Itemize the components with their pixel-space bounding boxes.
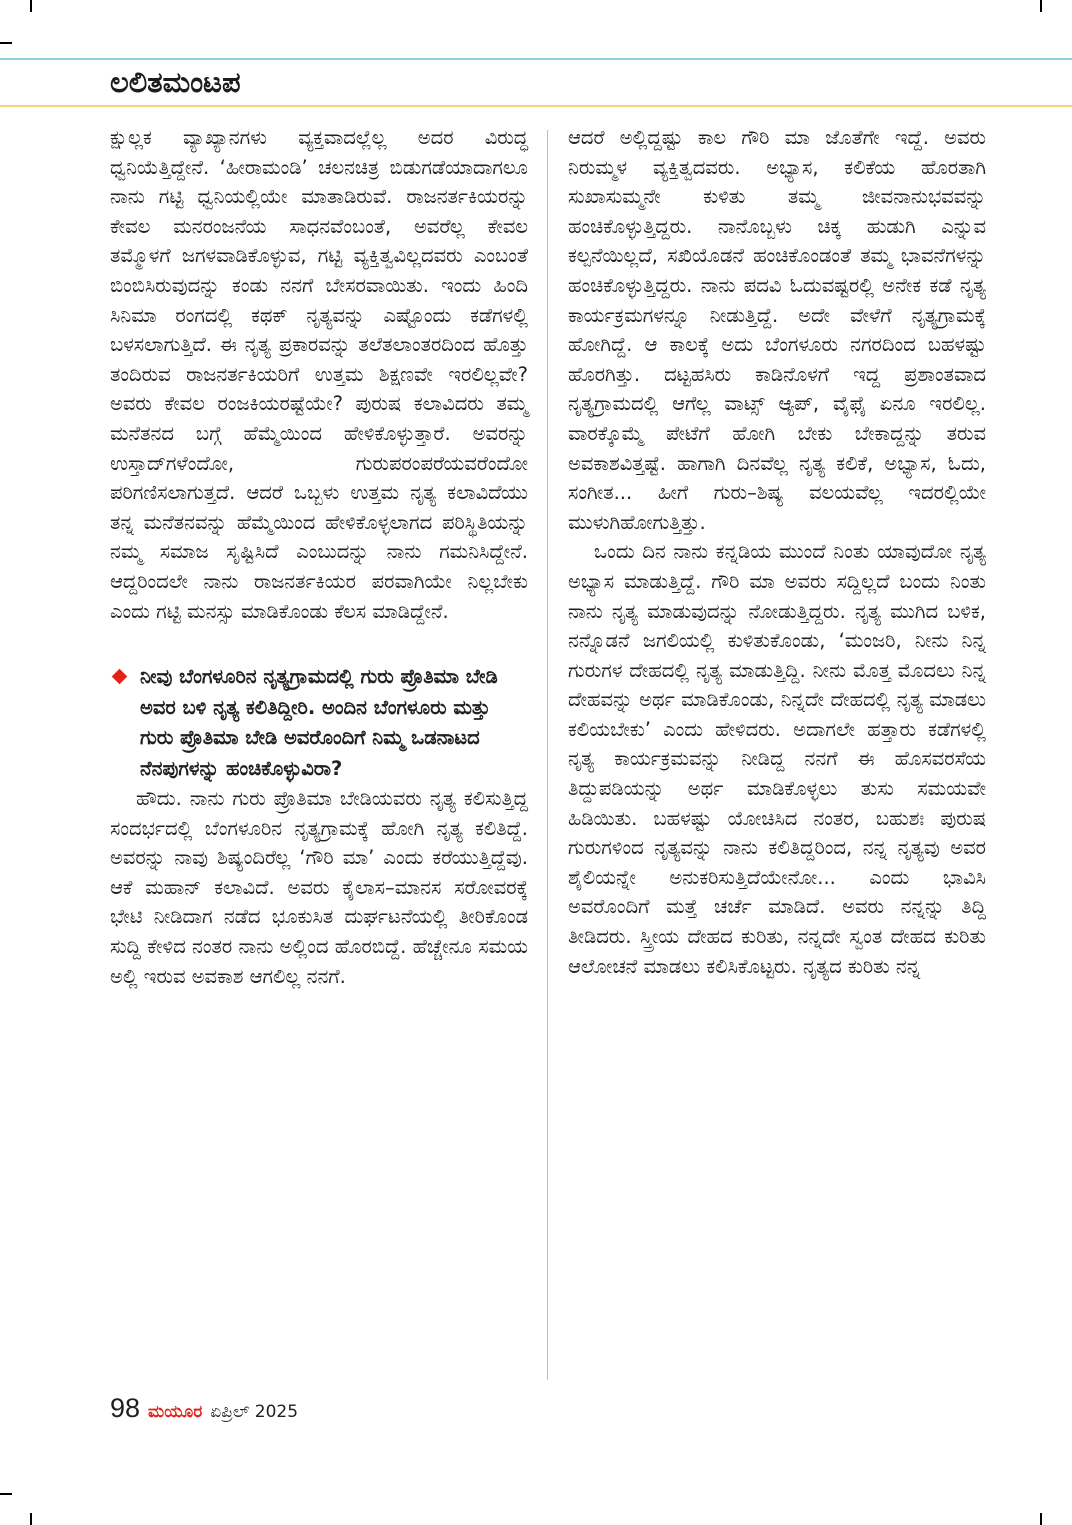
crop-mark <box>1040 0 1042 12</box>
page-footer <box>110 1393 298 1433</box>
page-number: 98 <box>110 1393 141 1423</box>
diamond-bullet-icon <box>112 669 128 685</box>
left-column <box>110 123 528 991</box>
crop-mark <box>1040 1513 1042 1525</box>
crop-mark <box>0 1493 12 1495</box>
right-column <box>568 123 986 981</box>
body-paragraph: ಒಂದು ದಿನ ನಾನು ಕನ್ನಡಿಯ ಮುಂದೆ ನಿಂತು ಯಾವುದೋ ನೃತ್ಯ ಅಭ್ಯಾಸ ಮಾಡುತ್ತಿದ್ದೆ. ಗೌರಿ ಮಾ ಅವರು ಸದ್ದಿಲ್ಲದೆ ಬಂದು ನಿಂತು ನಾನು ನೃತ್ಯ ಮಾಡುವುದನ್ನು ನೋಡುತ್ತಿದ್ದರು. ನೃತ್ಯ ಮುಗಿದ ಬಳಿಕ, ನನ್ನೊಡನೆ ಜಗಲಿಯಲ್ಲಿ ಕುಳಿತುಕೊಂಡು, ‘ಮಂಜರಿ, ನೀನು ನಿನ್ನ ಗುರುಗಳ ದೇಹದಲ್ಲಿ ನೃತ್ಯ ಮಾಡುತ್ತಿದ್ದಿ. ನೀನು ಮೊತ್ತ ಮೊದಲು ನಿನ್ನ ದೇಹವನ್ನು ಅರ್ಥ ಮಾಡಿಕೊಂಡು, ನಿನ್ನದೇ ದೇಹದಲ್ಲಿ ನೃತ್ಯ ಮಾಡಲು ಕಲಿಯಬೇಕು’ ಎಂದು ಹೇಳಿದರು. ಅದಾಗಲೇ ಹತ್ತಾರು ಕಡೆಗಳಲ್ಲಿ ನೃತ್ಯ ಕಾರ್ಯಕ್ರಮವನ್ನು ನೀಡಿದ್ದ ನನಗೆ ಈ ಹೊಸವರಸೆಯ ತಿದ್ದುಪಡಿಯನ್ನು ಅರ್ಥ ಮಾಡಿಕೊಳ್ಳಲು ತುಸು ಸಮಯವೇ ಹಿಡಿಯಿತು. ಬಹಳಷ್ಟು ಯೋಚಿಸಿದ ನಂತರ, ಬಹುಶಃ ಪುರುಷ ಗುರುಗಳಿಂದ ನೃತ್ಯವನ್ನು ನಾನು ಕಲಿತಿದ್ದರಿಂದ, ನನ್ನ ನೃತ್ಯವು ಅವರ ಶೈಲಿಯನ್ನೇ ಅನುಕರಿಸುತ್ತಿದೆಯೇನೋ... ಎಂದು ಭಾವಿಸಿ ಅವರೊಂದಿಗೆ ಮತ್ತೆ ಚರ್ಚೆ ಮಾಡಿದೆ. ಅವರು ನನ್ನನ್ನು ತಿದ್ದಿ ತೀಡಿದರು. ಸ್ತ್ರೀಯ ದೇಹದ ಕುರಿತು, ನನ್ನದೇ ಸ್ವಂತ ದೇಹದ ಕುರಿತು ಆಲೋಚನೆ ಮಾಡಲು ಕಲಿಸಿಕೊಟ್ಟರು. ನೃತ್ಯದ ಕುರಿತು ನನ್ನ <box>568 540 986 978</box>
column-divider <box>547 130 548 1380</box>
issue-date: ಏಪ್ರಿಲ್ 2025 <box>210 1402 299 1422</box>
header-rule-bottom <box>0 105 1072 107</box>
body-paragraph: ಕ್ಷುಲ್ಲಕ ವ್ಯಾಖ್ಯಾನಗಳು ವ್ಯಕ್ತವಾದಲ್ಲೆಲ್ಲ ಅದರ ವಿರುದ್ಧ ಧ್ವನಿಯೆತ್ತಿದ್ದೇನೆ. ‘ಹೀರಾಮಂಡಿ’ ಚಲನಚಿತ್ರ ಬಿಡುಗಡೆಯಾದಾಗಲೂ ನಾನು ಗಟ್ಟಿ ಧ್ವನಿಯಲ್ಲಿಯೇ ಮಾತಾಡಿರುವೆ. ರಾಜನರ್ತಕಿಯರನ್ನು ಕೇವಲ ಮನರಂಜನೆಯ ಸಾಧನವೆಂಬಂತೆ, ಅವರೆಲ್ಲ ಕೇವಲ ತಮ್ಮೊಳಗೆ ಜಗಳವಾಡಿಕೊಳ್ಳುವ, ಗಟ್ಟಿ ವ್ಯಕ್ತಿತ್ವವಿಲ್ಲದವರು ಎಂಬಂತೆ ಬಿಂಬಿಸಿರುವುದನ್ನು ಕಂಡು ನನಗೆ ಬೇಸರವಾಯಿತು. ಇಂದು ಹಿಂದಿ ಸಿನಿಮಾ ರಂಗದಲ್ಲಿ ಕಥಕ್ ನೃತ್ಯವನ್ನು ಎಷ್ಟೊಂದು ಕಡೆಗಳಲ್ಲಿ ಬಳಸಲಾಗುತ್ತಿದೆ. ಈ ನೃತ್ಯ ಪ್ರಕಾರವನ್ನು ತಲೆತಲಾಂತರದಿಂದ ಹೊತ್ತು ತಂದಿರುವ ರಾಜನರ್ತಕಿಯರಿಗೆ ಉತ್ತಮ ಶಿಕ್ಷಣವೇ ಇರಲಿಲ್ಲವೇ? ಅವರು ಕೇವಲ ರಂಜಕಿಯರಷ್ಟೆಯೇ? ಪುರುಷ ಕಲಾವಿದರು ತಮ್ಮ ಮನೆತನದ ಬಗ್ಗೆ ಹೆಮ್ಮೆಯಿಂದ ಹೇಳಿಕೊಳ್ಳುತ್ತಾರೆ. ಅವರನ್ನು ಉಸ್ತಾದ್‌ಗಳೆಂದೋ, ಗುರುಪರಂಪರೆಯವರೆಂದೋ ಪರಿಗಣಿಸಲಾಗುತ್ತದೆ. ಆದರೆ ಒಬ್ಬಳು ಉತ್ತಮ ನೃತ್ಯ ಕಲಾವಿದೆಯು ತನ್ನ ಮನೆತನವನ್ನು ಹೆಮ್ಮೆಯಿಂದ ಹೇಳಿಕೊಳ್ಳಲಾಗದ ಪರಿಸ್ಥಿತಿಯನ್ನು ನಮ್ಮ ಸಮಾಜ ಸೃಷ್ಟಿಸಿದೆ ಎಂಬುದನ್ನು ನಾನು ಗಮನಿಸಿದ್ದೇನೆ. ಆದ್ದರಿಂದಲೇ ನಾನು ರಾಜನರ್ತಕಿಯರ ಪರವಾಗಿಯೇ ನಿಲ್ಲಬೇಕು ಎಂದು ಗಟ್ಟಿ ಮನಸ್ಸು ಮಾಡಿಕೊಂಡು ಕೆಲಸ ಮಾಡಿದ್ದೇನೆ. <box>110 126 528 623</box>
body-paragraph: ಆದರೆ ಅಲ್ಲಿದ್ದಷ್ಟು ಕಾಲ ಗೌರಿ ಮಾ ಜೊತೆಗೇ ಇದ್ದೆ. ಅವರು ನಿರುಮ್ಮಳ ವ್ಯಕ್ತಿತ್ವದವರು. ಅಭ್ಯಾಸ, ಕಲಿಕೆಯ ಹೊರತಾಗಿ ಸುಖಾಸುಮ್ಮನೇ ಕುಳಿತು ತಮ್ಮ ಜೀವನಾನುಭವವನ್ನು ಹಂಚಿಕೊಳ್ಳುತ್ತಿದ್ದರು. ನಾನೊಬ್ಬಳು ಚಿಕ್ಕ ಹುಡುಗಿ ಎನ್ನುವ ಕಲ್ಪನೆಯಿಲ್ಲದೆ, ಸಖಿಯೊಡನೆ ಹಂಚಿಕೊಂಡಂತೆ ತಮ್ಮ ಭಾವನೆಗಳನ್ನು ಹಂಚಿಕೊಳ್ಳುತ್ತಿದ್ದರು. ನಾನು ಪದವಿ ಓದುವಷ್ಟರಲ್ಲಿ ಅನೇಕ ಕಡೆ ನೃತ್ಯ ಕಾರ್ಯಕ್ರಮಗಳನ್ನೂ ನೀಡುತ್ತಿದ್ದೆ. ಅದೇ ವೇಳೆಗೆ ನೃತ್ಯಗ್ರಾಮಕ್ಕೆ ಹೋಗಿದ್ದೆ. ಆ ಕಾಲಕ್ಕೆ ಅದು ಬೆಂಗಳೂರು ನಗರದಿಂದ ಬಹಳಷ್ಟು ಹೊರಗಿತ್ತು. ದಟ್ಟಹಸಿರು ಕಾಡಿನೊಳಗೆ ಇದ್ದ ಪ್ರಶಾಂತವಾದ ನೃತ್ಯಗ್ರಾಮದಲ್ಲಿ ಆಗೆಲ್ಲ ವಾಟ್ಸ್ ಆ್ಯಪ್, ವೈಫೈ ಏನೂ ಇರಲಿಲ್ಲ. ವಾರಕ್ಕೊಮ್ಮೆ ಪೇಟೆಗೆ ಹೋಗಿ ಬೇಕು ಬೇಕಾದ್ದನ್ನು ತರುವ ಅವಕಾಶವಿತ್ತಷ್ಟೆ. ಹಾಗಾಗಿ ದಿನವೆಲ್ಲ ನೃತ್ಯ ಕಲಿಕೆ, ಅಭ್ಯಾಸ, ಓದು, ಸಂಗೀತ... ಹೀಗೆ ಗುರು–ಶಿಷ್ಯ ವಲಯವೆಲ್ಲ ಇದರಲ್ಲಿಯೇ ಮುಳುಗಿಹೋಗುತ್ತಿತ್ತು. <box>568 126 986 534</box>
magazine-logo: ಮಯೂರ <box>148 1402 203 1422</box>
crop-mark <box>0 42 12 44</box>
section-title: ಲಲಿತಮಂಟಪ <box>110 65 241 99</box>
question-text: ನೀವು ಬೆಂಗಳೂರಿನ ನೃತ್ಯಗ್ರಾಮದಲ್ಲಿ ಗುರು ಪ್ರೊತಿಮಾ ಬೇಡಿ ಅವರ ಬಳಿ ನೃತ್ಯ ಕಲಿತಿದ್ದೀರಿ. ಅಂದಿನ ಬೆಂಗಳೂರು ಮತ್ತು ಗುರು ಪ್ರೊತಿಮಾ ಬೇಡಿ ಅವರೊಂದಿಗೆ ನಿಮ್ಮ ಒಡನಾಟದ ನೆನಪುಗಳನ್ನು ಹಂಚಿಕೊಳ್ಳುವಿರಾ? <box>140 665 498 780</box>
header-rule-top <box>0 58 1072 60</box>
crop-mark <box>30 1513 32 1525</box>
crop-mark <box>30 0 32 12</box>
body-paragraph: ಹೌದು. ನಾನು ಗುರು ಪ್ರೊತಿಮಾ ಬೇಡಿಯವರು ನೃತ್ಯ ಕಲಿಸುತ್ತಿದ್ದ ಸಂದರ್ಭದಲ್ಲಿ ಬೆಂಗಳೂರಿನ ನೃತ್ಯಗ್ರಾಮಕ್ಕೆ ಹೋಗಿ ನೃತ್ಯ ಕಲಿತಿದ್ದೆ. ಅವರನ್ನು ನಾವು ಶಿಷ್ಯಂದಿರೆಲ್ಲ ‘ಗೌರಿ ಮಾ’ ಎಂದು ಕರೆಯುತ್ತಿದ್ದೆವು. ಆಕೆ ಮಹಾನ್ ಕಲಾವಿದೆ. ಅವರು ಕೈಲಾಸ–ಮಾನಸ ಸರೋವರಕ್ಕೆ ಭೇಟಿ ನೀಡಿದಾಗ ನಡೆದ ಭೂಕುಸಿತ ದುರ್ಘಟನೆಯಲ್ಲಿ ತೀರಿಕೊಂಡ ಸುದ್ದಿ ಕೇಳಿದ ನಂತರ ನಾನು ಅಲ್ಲಿಂದ ಹೊರಬಿದ್ದೆ. ಹೆಚ್ಚೇನೂ ಸಮಯ ಅಲ್ಲಿ ಇರುವ ಅವಕಾಶ ಆಗಲಿಲ್ಲ ನನಗೆ. <box>110 787 528 988</box>
interview-question <box>110 662 528 784</box>
